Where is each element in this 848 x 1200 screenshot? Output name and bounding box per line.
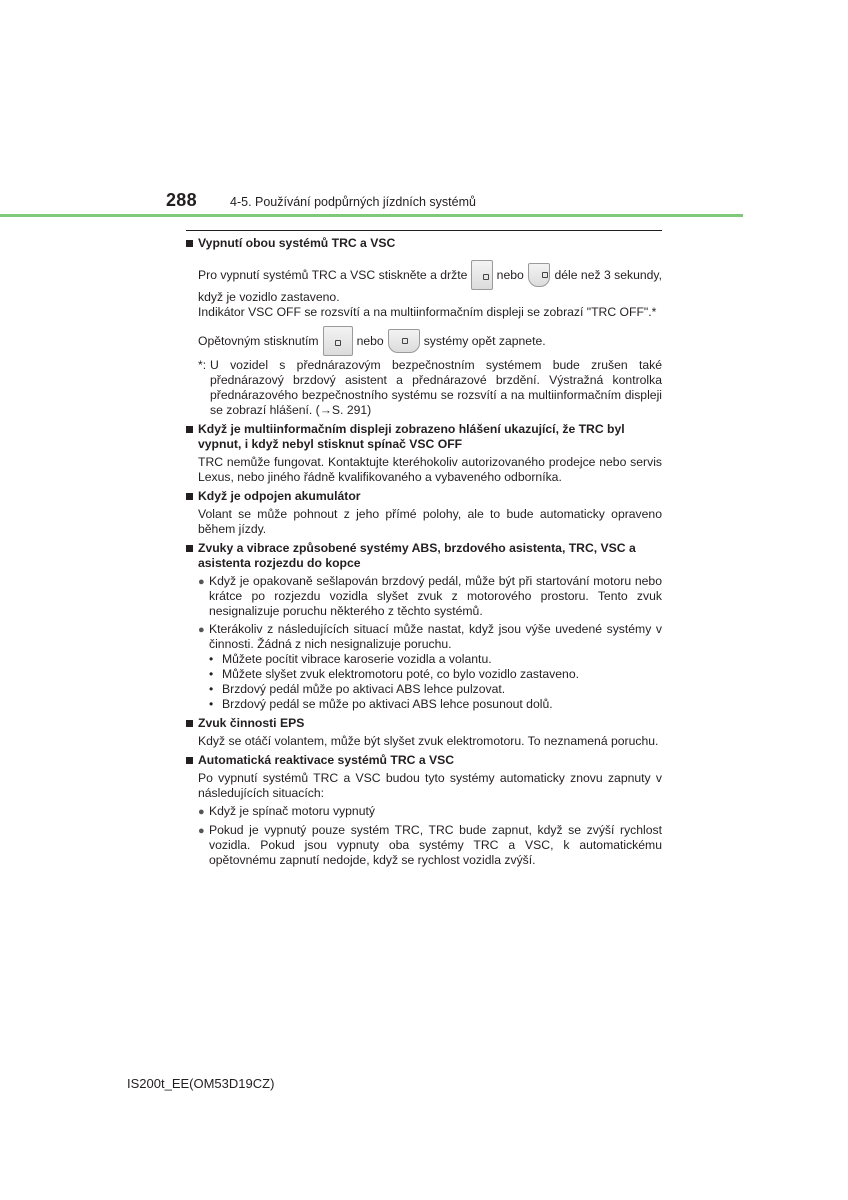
sub-list-item: • Můžete slyšet zvuk elektromotoru poté, co bylo vozidlo zastaveno. [209, 667, 579, 681]
header-rule [0, 214, 743, 217]
square-bullet-icon [186, 720, 193, 727]
square-bullet-icon [186, 493, 193, 500]
square-bullet-icon [186, 240, 193, 247]
vsc-off-switch-icon [471, 260, 492, 290]
sub-list-item: • Brzdový pedál se může po aktivaci ABS lehce posunout dolů. [209, 697, 553, 711]
section-title: 4-5. Používání podpůrných jízdních systémů [230, 195, 476, 209]
page-content [186, 236, 662, 872]
sub-list-item: • Brzdový pedál může po aktivaci ABS lehce pulzovat. [209, 682, 506, 696]
list-item: ● Když je spínač motoru vypnutý [198, 804, 375, 818]
page-header [0, 190, 848, 220]
section-trc-vsc-off: Vypnutí obou systémů TRC a VSC Pro vypnutí systémů TRC a VSC stiskněte a držte nebo déle než 3 sekundy, když je vozidlo zastaveno. Indikátor VSC OFF se rozsvítí a na multiinformačním displeji se zobrazí "TRC OFF".* Opětovným stisknutím nebo systémy opět zapnete. *: U vozidel s přednárazovým bezpečnostním systémem bude zrušen také přednárazový brzdový asistent a přednárazové brzdění. Výstražná kontrolka přednárazového bezpečnostního systému se rozsvítí a na multiinformačním displeji se zobrazí hlášení. (→S. 291) [186, 236, 662, 418]
section-heading: Zvuky a vibrace způsobené systémy ABS, brzdového asistenta, TRC, VSC a asistenta rozjezdu do kopce [198, 541, 636, 570]
list-item: ● Když je opakovaně sešlapován brzdový pedál, může být při startování motoru nebo krátce po rozjezdu vozidla slyšet zvuk z motorového prostoru. Tento zvuk nesignalizuje poruchu některého z těchto systémů. [198, 574, 662, 618]
section-heading: Když je odpojen akumulátor [198, 489, 361, 503]
content-top-rule [186, 230, 662, 231]
square-bullet-icon [186, 757, 193, 764]
round-bullet-icon: ● [198, 825, 205, 837]
vsc-off-switch-icon [323, 326, 353, 356]
section-trc-off-message: Když je multiinformačním displeji zobrazeno hlášení ukazující, že TRC byl vypnut, i když nebyl stisknut spínač VSC OFF TRC nemůže fungovat. Kontaktujte kteréhokoliv autorizovaného prodejce nebo servis Lexus, nebo jiného řádně kvalifikovaného a vybaveného odborníka. [186, 422, 662, 485]
round-bullet-icon: ● [198, 576, 205, 588]
section-heading: Automatická reaktivace systémů TRC a VSC [198, 753, 455, 767]
list-item: ● Kterákoliv z následujících situací může nastat, když jsou výše uvedené systémy v činnosti. Žádná z nich nesignalizuje poruchu. [198, 622, 662, 651]
vsc-off-switch-alt-icon [388, 329, 420, 353]
section-battery: Když je odpojen akumulátor Volant se může pohnout z jeho přímé polohy, ale to bude automaticky opraveno během jízdy. [186, 489, 662, 537]
section-eps-sound: Zvuk činnosti EPS Když se otáčí volantem, může být slyšet zvuk elektromotoru. To neznamená poruchu. [186, 716, 662, 749]
square-bullet-icon [186, 545, 193, 552]
section-heading: Vypnutí obou systémů TRC a VSC [198, 236, 396, 250]
list-item: ● Pokud je vypnutý pouze systém TRC, TRC bude zapnut, když se zvýší rychlost vozidla. Pokud jsou vypnuty oba systémy TRC a VSC, k automatickému opětovnému zapnutí nedojde, když se rychlost vozidla zvýší. [198, 823, 662, 867]
round-bullet-icon: ● [198, 624, 205, 636]
vsc-off-switch-alt-icon [528, 263, 551, 287]
sub-list-item: • Můžete pocítit vibrace karoserie vozidla a volantu. [209, 652, 492, 666]
section-heading: Když je multiinformačním displeji zobrazeno hlášení ukazující, že TRC byl vypnut, i když nebyl stisknut spínač VSC OFF [198, 422, 625, 451]
section-sounds-vibrations [186, 541, 662, 712]
document-code: IS200t_EE(OM53D19CZ) [127, 1076, 275, 1091]
footnote: *: U vozidel s přednárazovým bezpečnostním systémem bude zrušen také přednárazový brzdový asistent a přednárazové brzdění. Výstražná kontrolka přednárazového bezpečnostního systému se rozsvítí a na multiinformačním displeji se zobrazí hlášení. (→S. 291) [198, 358, 662, 417]
square-bullet-icon [186, 426, 193, 433]
section-auto-reactivation: Automatická reaktivace systémů TRC a VSC Po vypnutí systémů TRC a VSC budou tyto systémy automaticky znovu zapnuty v následujících situacích: ● Když je spínač motoru vypnutý ● Pokud je vypnutý pouze systém TRC, TRC bude zapnut, když se zvýší rychlost vozidla. Pokud jsou vypnuty oba systémy TRC a VSC, k automatickému opětovnému zapnutí nedojde, když se rychlost vozidla zvýší. [186, 753, 662, 868]
page-number: 288 [166, 190, 197, 210]
section-heading: Zvuk činnosti EPS [198, 716, 305, 730]
round-bullet-icon: ● [198, 806, 205, 818]
